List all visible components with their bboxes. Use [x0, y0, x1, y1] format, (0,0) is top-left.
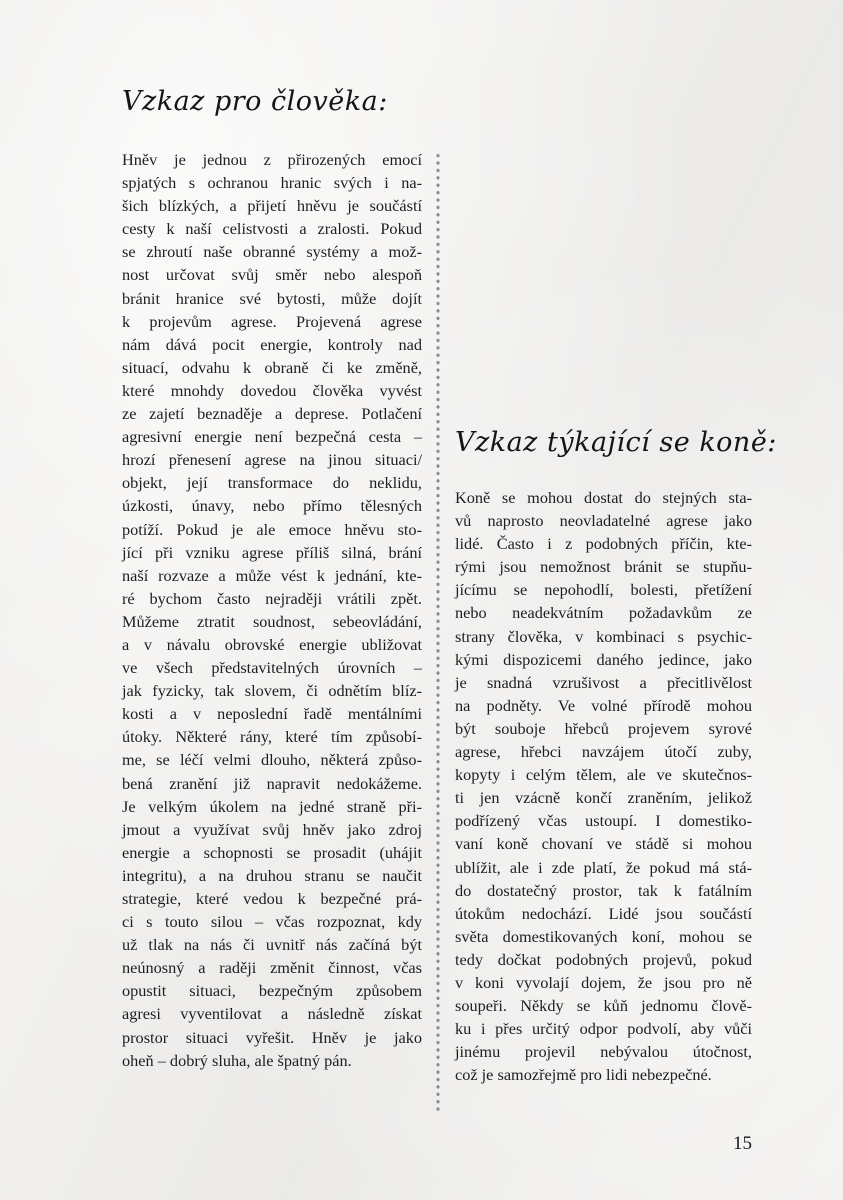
text-line: kopyty i celým tělem, ale ve skutečnos- [455, 765, 752, 785]
text-line: objekt, její transformace do neklidu, [122, 473, 422, 493]
text-line: bránit hranice své bytosti, může dojít [122, 288, 422, 308]
text-line: se zhroutí naše obranné systémy a mož- [122, 242, 422, 262]
text-line: být souboje hřebců projevem syrové [455, 718, 752, 738]
page-number: 15 [733, 1133, 752, 1154]
text-line: jak fyzicky, tak slovem, či odnětím blíz- [122, 681, 422, 701]
text-line: útoky. Některé rány, které tím způsobí- [122, 727, 422, 747]
text-line: nebo neadekvátním požadavkům ze [455, 603, 752, 623]
text-line: agresivní energie není bezpečná cesta – [122, 427, 422, 447]
text-line: ré bychom často nejraději vrátili zpět. [122, 588, 422, 608]
text-line: Hněv je jednou z přirozených emocí [122, 150, 422, 169]
text-line: nám dává pocit energie, kontroly nad [122, 334, 422, 354]
text-line: agrese, hřebci navzájem útočí zuby, [455, 742, 752, 762]
text-line: což je samozřejmě pro lidi nebezpečné. [455, 1065, 712, 1085]
text-line: neúnosný a raději změnit činnost, včas [122, 958, 422, 978]
text-line: jící při vzniku agrese příliš silná, brání [122, 542, 422, 562]
text-line: rými jsou nemožnost bránit se stupňu- [455, 557, 752, 577]
text-line: naší rozvaze a může vést k jednání, kte- [122, 565, 422, 585]
text-line: k projevům agrese. Projevená agrese [122, 311, 422, 331]
text-line: oheň – dobrý sluha, ale špatný pán. [122, 1050, 352, 1070]
heading-message-about-horse: Vzkaz týkající se koně: [455, 427, 777, 458]
heading-message-for-human: Vzkaz pro člověka: [122, 86, 388, 117]
text-line: ve všech představitelných úrovních – [122, 658, 422, 678]
text-line: šich blízkých, a přijetí hněvu je součástí [122, 196, 422, 216]
text-line: strategie, které vedou k bezpečné prá- [122, 889, 422, 908]
text-line: je snadná vzrušivost a přecitlivělost [455, 672, 752, 692]
column-left-text [122, 148, 422, 1072]
text-line: Je velkým úkolem na jedné straně při- [122, 796, 422, 816]
text-line: a v návalu obrovské energie ubližovat [122, 634, 422, 654]
text-line: nost určovat svůj směr nebo alespoň [122, 265, 422, 285]
text-line: do dostatečný prostor, tak k fatálním [455, 880, 752, 900]
text-line: jinému projevil nebývalou útočnost, [455, 1042, 752, 1062]
text-line: vů naprosto neovladatelné agrese jako [455, 511, 752, 531]
text-line: ze zajetí beznaděje a deprese. Potlačení [122, 404, 422, 424]
text-line: potíží. Pokud je ale emoce hněvu sto- [122, 519, 422, 539]
text-line: vaní koně chovaní ve stádě si mohou [455, 834, 752, 854]
text-line: Můžeme ztratit soudnost, sebeovládání, [122, 611, 422, 631]
text-line: kými dispozicemi daného jedince, jako [455, 649, 752, 669]
text-line: jmout a využívat svůj hněv jako zdroj [122, 819, 422, 839]
column-right-text [455, 486, 752, 1086]
text-line: tedy dočkat podobných projevů, pokud [455, 949, 752, 969]
text-line: na podněty. Ve volné přírodě mohou [455, 695, 752, 715]
text-line: strany člověka, v kombinaci s psychic- [455, 626, 752, 646]
text-line: podřízený včas ustoupí. I domestiko- [455, 811, 752, 831]
text-line: jícímu se nepohodlí, bolesti, přetížení [455, 580, 752, 600]
text-line: Koně se mohou dostat do stejných sta- [455, 488, 752, 507]
text-line: v koni vyvolají dojem, že jsou pro ně [455, 972, 752, 992]
text-line: cesty k naší celistvosti a zralosti. Pokud [122, 219, 422, 239]
text-line: které mnohdy dovedou člověka vyvést [122, 380, 422, 400]
text-line: spjatých s ochranou hranic svých i na- [122, 173, 422, 193]
text-line: hrozí přenesení agrese na jinou situaci/ [122, 450, 422, 470]
text-line: opustit situaci, bezpečným způsobem [122, 981, 422, 1001]
text-line: útokům nedochází. Lidé jsou součástí [455, 903, 752, 923]
text-line: ku i přes určitý odpor podvolí, aby vůči [455, 1019, 752, 1039]
text-line: už tlak na nás či uvnitř nás začíná být [122, 935, 422, 955]
text-line: soupeři. Někdy se kůň jednomu člově- [455, 996, 752, 1016]
text-line: prostor situaci vyřešit. Hněv je jako [122, 1027, 422, 1047]
text-line: bená zranění již napravit nedokážeme. [122, 773, 422, 793]
text-line: kosti a v neposlední řadě mentálními [122, 704, 422, 724]
text-line: agresi vyventilovat a následně získat [122, 1004, 422, 1024]
text-line: me, se léčí velmi dlouho, některá způso- [122, 750, 422, 770]
text-line: úzkosti, únavy, nebo přímo tělesných [122, 496, 422, 516]
text-line: světa domestikovaných koní, mohou se [455, 926, 752, 946]
text-line: ci s touto silou – včas rozpoznat, kdy [122, 912, 422, 932]
text-line: lidé. Často i z podobných příčin, kte- [455, 534, 752, 554]
text-line: ti jen vzácně končí zraněním, jelikož [455, 788, 752, 808]
text-line: integritu), a na druhou stranu se naučit [122, 865, 422, 885]
dotted-column-divider [436, 152, 440, 1112]
text-line: energie a schopnosti se prosadit (uhájit [122, 842, 422, 862]
text-line: situací, odvahu k obraně či ke změně, [122, 357, 422, 377]
text-line: ublížit, ale i zde platí, že pokud má stá- [455, 857, 752, 877]
